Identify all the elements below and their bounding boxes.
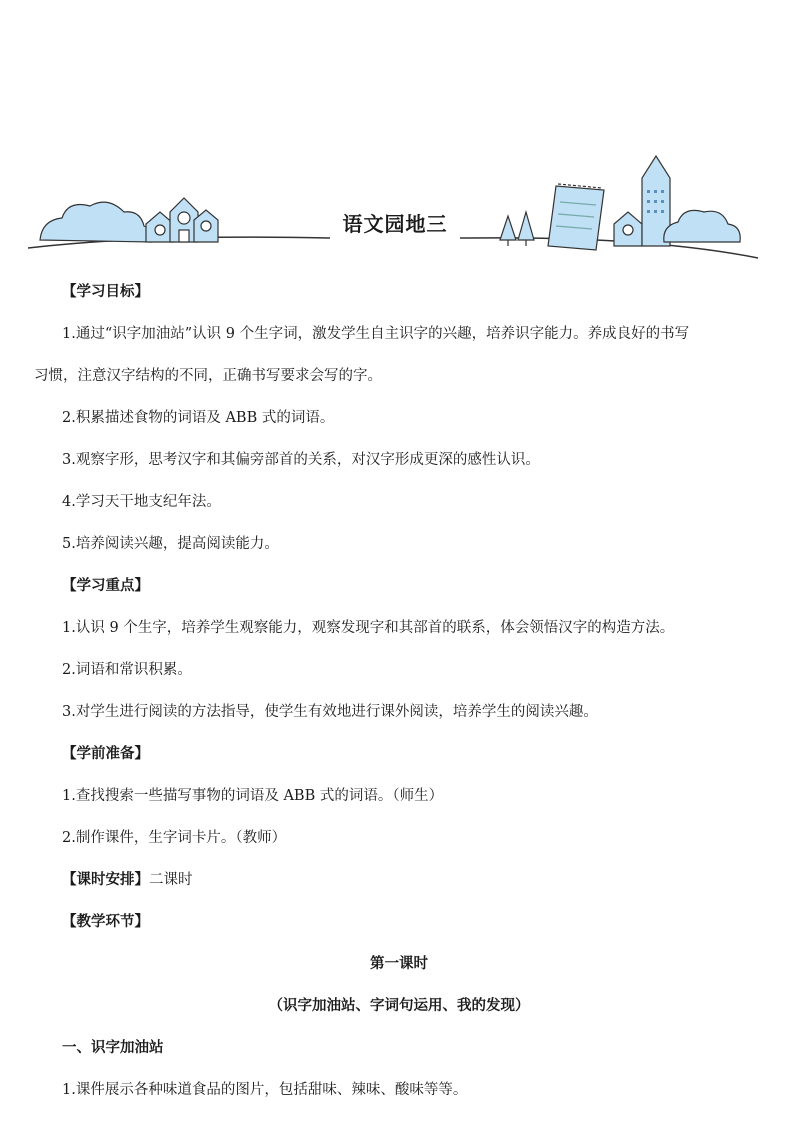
prep-2: 2.制作课件，生字词卡片。（教师） (62, 830, 287, 846)
schedule-line (62, 868, 193, 889)
objective-4: 4.学习天干地支纪年法。 (62, 494, 221, 510)
cloud-icon (40, 202, 152, 242)
schedule-value: 二课时 (149, 872, 193, 888)
lesson-subtitle: （识字加油站、字词句运用、我的发现） (268, 998, 530, 1014)
section-heading-focus: 【学习重点】 (62, 578, 149, 594)
lesson-item-1: 1.课件展示各种味道食品的图片，包括甜味、辣味、酸味等等。 (62, 1082, 468, 1098)
title-banner (28, 150, 764, 260)
house-icon (614, 212, 642, 246)
section-heading-schedule: 【课时安排】 (62, 872, 149, 888)
objective-1: 1.通过“识字加油站”认识 9 个生字词，激发学生自主识字的兴趣，培养识字能力。养成良好的书写 (62, 326, 690, 342)
page-title: 语文园地三 (330, 206, 460, 242)
tree-icon (500, 212, 534, 246)
objective-1-cont: 习惯，注意汉字结构的不同，正确书写要求会写的字。 (34, 368, 382, 384)
lesson-title: 第一课时 (370, 956, 428, 972)
cloud-icon (664, 210, 740, 242)
banner-illustration (28, 150, 764, 260)
section-heading-objectives: 【学习目标】 (62, 284, 149, 300)
notebook-icon (548, 184, 604, 250)
focus-2: 2.词语和常识积累。 (62, 662, 192, 678)
focus-1: 1.认识 9 个生字，培养学生观察能力，观察发现字和其部首的联系，体会领悟汉字的构造方法。 (62, 620, 675, 636)
focus-3: 3.对学生进行阅读的方法指导，使学生有效地进行课外阅读，培养学生的阅读兴趣。 (62, 704, 598, 720)
section-heading-prep: 【学前准备】 (62, 746, 149, 762)
prep-1: 1.查找搜索一些描写事物的词语及 ABB 式的词语。（师生） (62, 788, 444, 804)
section-1-heading: 一、识字加油站 (62, 1040, 164, 1056)
section-heading-steps: 【教学环节】 (62, 914, 149, 930)
objective-3: 3.观察字形，思考汉字和其偏旁部首的关系，对汉字形成更深的感性认识。 (62, 452, 540, 468)
objective-2: 2.积累描述食物的词语及 ABB 式的词语。 (62, 410, 335, 426)
objective-5: 5.培养阅读兴趣，提高阅读能力。 (62, 536, 279, 552)
house-icon (146, 198, 218, 242)
